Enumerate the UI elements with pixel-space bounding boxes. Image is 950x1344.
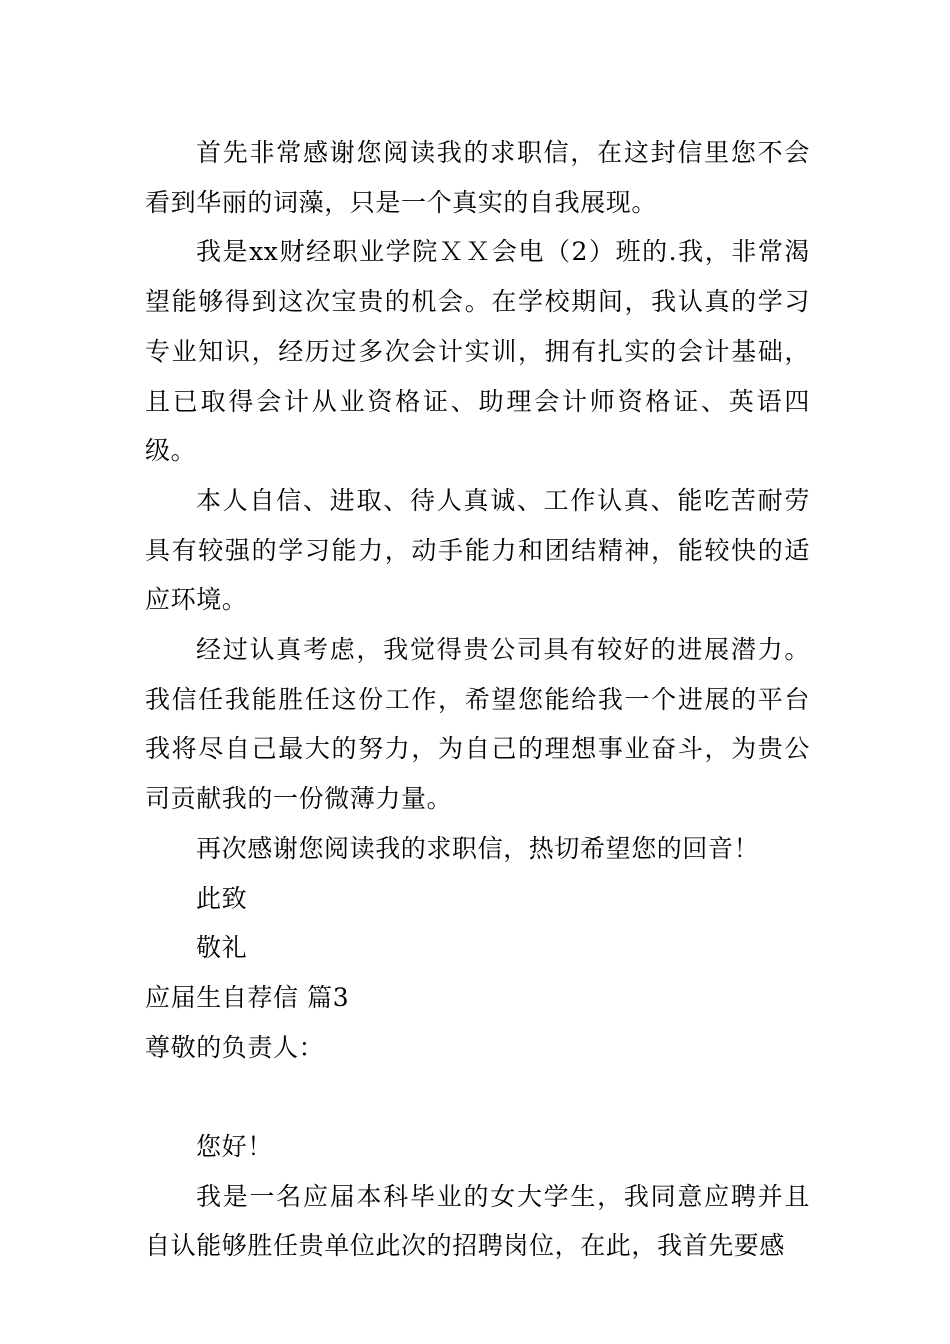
greeting: 您好！ bbox=[196, 1132, 273, 1162]
section-heading: 应届生自荐信 篇3 bbox=[145, 982, 350, 1012]
paragraph-application: 我是一名应届本科毕业的女大学生，我同意应聘并且自认能够胜任贵单位此次的招聘岗位，在此，我首先要感 bbox=[145, 1181, 810, 1261]
closing-line-1: 此致 bbox=[196, 883, 248, 913]
paragraph-personality: 本人自信、进取、待人真诚、工作认真、能吃苦耐劳具有较强的学习能力，动手能力和团结精神，能较快的适应环境。 bbox=[145, 485, 810, 615]
salutation: 尊敬的负责人： bbox=[145, 1032, 325, 1062]
paragraph-intro: 首先非常感谢您阅读我的求职信，在这封信里您不会看到华丽的词藻，只是一个真实的自我展现。 bbox=[145, 138, 810, 217]
paragraph-thanks: 再次感谢您阅读我的求职信，热切希望您的回音！ bbox=[196, 833, 760, 863]
blank-line bbox=[145, 1072, 810, 1122]
document-page bbox=[145, 128, 810, 1271]
paragraph-motivation: 经过认真考虑，我觉得贵公司具有较好的进展潜力。我信任我能胜任这份工作，希望您能给我一个进展的平台我将尽自己最大的努力，为自己的理想事业奋斗，为贵公司贡献我的一份微薄力量。 bbox=[145, 635, 810, 814]
closing-line-2: 敬礼 bbox=[196, 933, 248, 963]
paragraph-background: 我是xx财经职业学院ＸＸ会电（2）班的.我，非常渴望能够得到这次宝贵的机会。在学校期间，我认真的学习专业知识，经历过多次会计实训，拥有扎实的会计基础，且已取得会计从业资格证、助理会计师资格证、英语四级。 bbox=[145, 237, 810, 466]
